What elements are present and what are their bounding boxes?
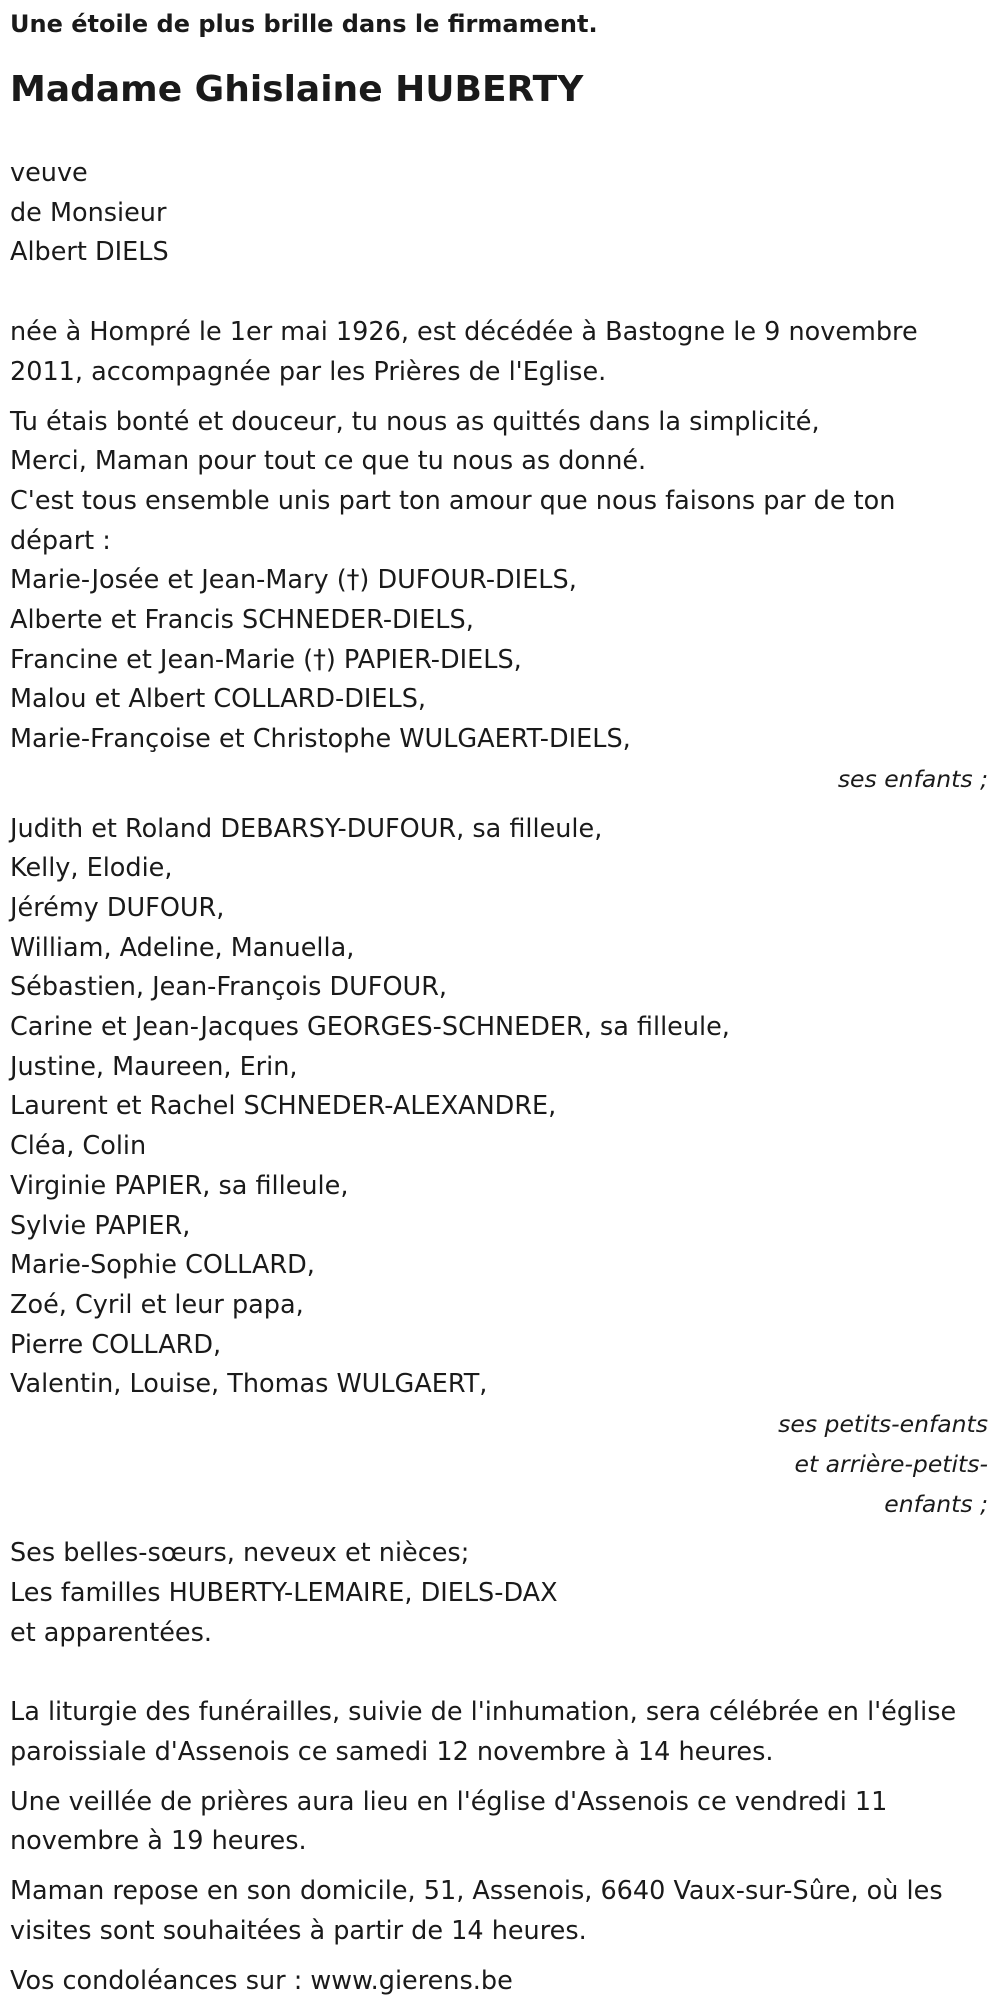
grandchild-entry: Valentin, Louise, Thomas WULGAERT, xyxy=(10,1369,488,1400)
grandchildren-role-line: enfants ; xyxy=(884,1489,988,1518)
relatives-line: Les familles HUBERTY-LEMAIRE, DIELS-DAX xyxy=(10,1577,558,1608)
grandchild-entry: Sébastien, Jean-François DUFOUR, xyxy=(10,972,448,1003)
grandchild-entry: William, Adeline, Manuella, xyxy=(10,932,355,963)
funeral-paragraph: La liturgie des funérailles, suivie de l'inhumation, sera célébrée en l'église paroissiale d'Assenois ce samedi 12 novembre à 14 heures. xyxy=(10,1697,957,1768)
grandchild-entry: Sylvie PAPIER, xyxy=(10,1210,191,1241)
grandchild-entry: Kelly, Elodie, xyxy=(10,853,173,884)
child-entry: Alberte et Francis SCHNEDER-DIELS, xyxy=(10,605,474,636)
grandchild-entry: Justine, Maureen, Erin, xyxy=(10,1051,298,1082)
children-role-label: ses enfants ; xyxy=(837,764,988,793)
grandchildren-role-line: ses petits-enfants xyxy=(778,1410,988,1439)
child-entry: Marie-Françoise et Christophe WULGAERT-DIELS, xyxy=(10,724,631,755)
grandchildren-role-line: et arrière-petits- xyxy=(794,1449,988,1478)
grandchildren-role-label xyxy=(10,1405,990,1524)
grandchild-entry: Pierre COLLARD, xyxy=(10,1329,222,1360)
children-list xyxy=(10,561,990,760)
other-relatives xyxy=(10,1534,990,1653)
spouse-line: de Monsieur xyxy=(10,197,167,228)
deceased-name: Madame Ghislaine HUBERTY xyxy=(10,69,584,110)
grandchild-entry: Virginie PAPIER, sa filleule, xyxy=(10,1170,349,1201)
tribute-block xyxy=(10,403,990,562)
tribute-line: Tu étais bonté et douceur, tu nous as quittés dans la simplicité, xyxy=(10,406,820,437)
grandchild-entry: Judith et Roland DEBARSY-DUFOUR, sa filleule, xyxy=(10,813,603,844)
grandchildren-list xyxy=(10,810,990,1406)
spouse-line: veuve xyxy=(10,158,88,188)
tribute-line: départ : xyxy=(10,525,111,556)
motto-heading: Une étoile de plus brille dans le firmament. xyxy=(10,10,598,38)
child-entry: Francine et Jean-Marie (†) PAPIER-DIELS, xyxy=(10,644,522,675)
spouse-block xyxy=(10,154,990,273)
grandchild-entry: Cléa, Colin xyxy=(10,1131,147,1162)
relatives-line: Ses belles-sœurs, neveux et nièces; xyxy=(10,1538,470,1569)
condolences-line: Vos condoléances sur : www.gierens.be xyxy=(10,1965,513,1996)
visits-paragraph: Maman repose en son domicile, 51, Assenois, 6640 Vaux-sur-Sûre, où les visites sont souhaitées à partir de 14 heures. xyxy=(10,1876,943,1946)
child-entry: Malou et Albert COLLARD-DIELS, xyxy=(10,684,427,715)
relatives-line: et apparentées. xyxy=(10,1617,212,1648)
birth-death-paragraph: née à Hompré le 1er mai 1926, est décédée à Bastogne le 9 novembre 2011, accompagnée par les Prières de l'Eglise. xyxy=(10,317,918,387)
grandchild-entry: Jérémy DUFOUR, xyxy=(10,892,225,923)
child-entry: Marie-Josée et Jean-Mary (†) DUFOUR-DIELS, xyxy=(10,565,577,596)
grandchild-entry: Laurent et Rachel SCHNEDER-ALEXANDRE, xyxy=(10,1091,557,1122)
grandchild-entry: Zoé, Cyril et leur papa, xyxy=(10,1289,304,1320)
vigil-paragraph: Une veillée de prières aura lieu en l'église d'Assenois ce vendredi 11 novembre à 19 heures. xyxy=(10,1786,888,1857)
tribute-line: Merci, Maman pour tout ce que tu nous as donné. xyxy=(10,446,647,477)
grandchild-entry: Marie-Sophie COLLARD, xyxy=(10,1250,315,1281)
grandchild-entry: Carine et Jean-Jacques GEORGES-SCHNEDER, sa filleule, xyxy=(10,1012,730,1043)
spouse-line: Albert DIELS xyxy=(10,237,169,268)
tribute-line: C'est tous ensemble unis part ton amour que nous faisons par de ton xyxy=(10,485,896,516)
